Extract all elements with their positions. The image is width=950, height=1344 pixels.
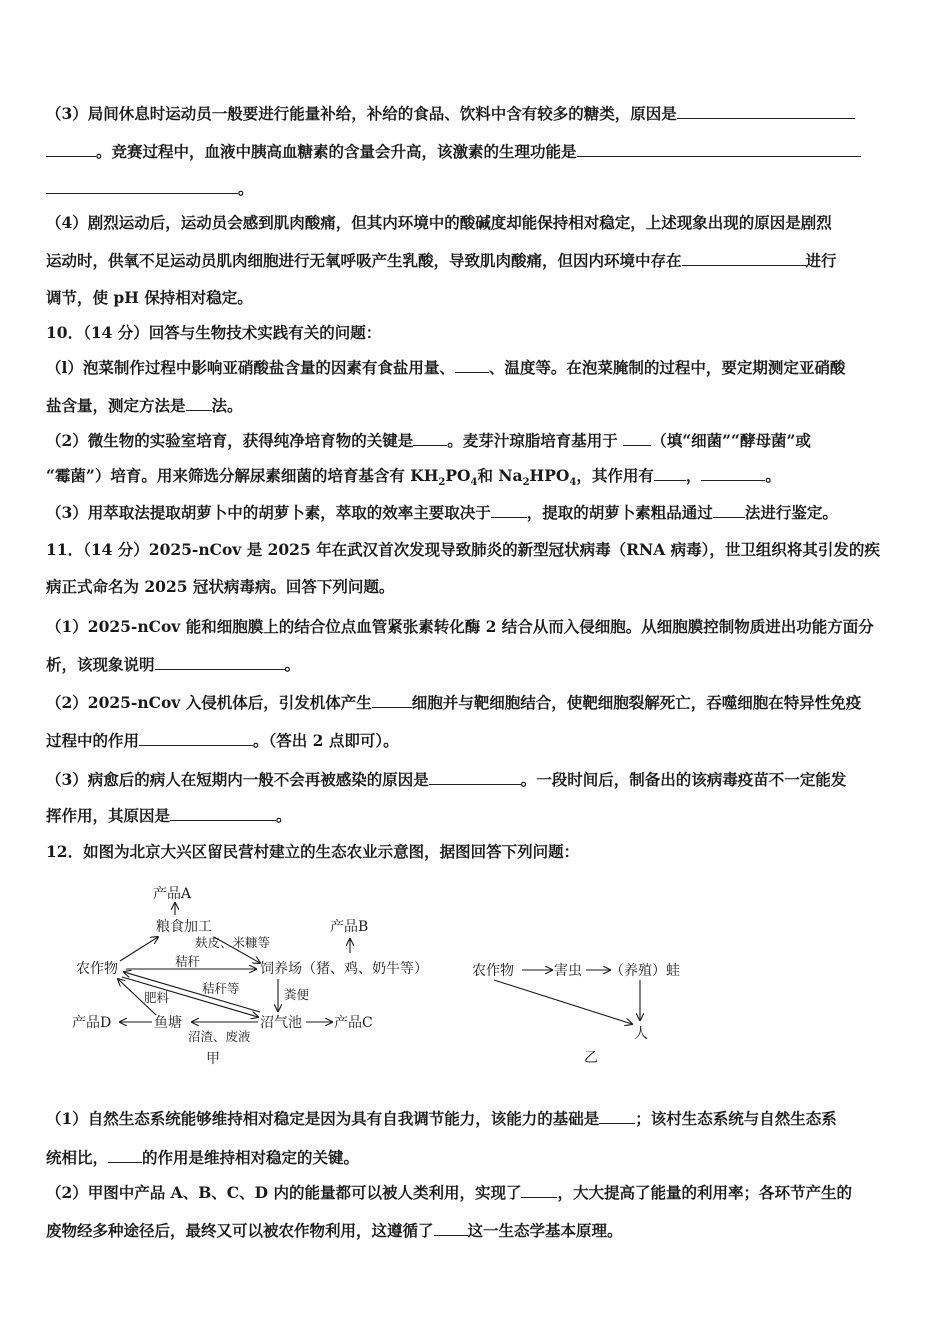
label-manure: 粪便 <box>284 987 310 1002</box>
label-grain-processing: 粮食加工 <box>156 919 212 935</box>
answer-blank <box>108 1148 142 1163</box>
q10-part3: （3）用萃取法提取胡萝卜中的胡萝卜素，萃取的效率主要取决于 ，提取的胡萝卜素粗品通过 法进行鉴定。 <box>46 503 838 522</box>
q9-part4-line1: （4）剧烈运动后，运动员会感到肌肉酸痛，但其内环境中的酸碱度却能保持相对稳定，上述现象出现的原因是剧烈 <box>46 213 832 232</box>
q11-part2-line1: （2）2025-nCov 入侵机体后，引发机体产生 细胞并与靶细胞结合，使靶细胞裂解死亡，吞噬细胞在特异性免疫 <box>46 693 862 712</box>
q10-part2-line2: “霉菌”）培育。用来筛选分解尿素细菌的培育基含有 $KH_2PO_4$和 $Na_2HPO_4$，其作用有 ， 。 <box>46 466 781 489</box>
label-straw-etc: 秸秆等 <box>202 981 240 996</box>
label-bran: 麸皮、米糠等 <box>195 935 271 950</box>
label-product-a: 产品A <box>153 886 192 902</box>
label-biogas-digester: 沼气池 <box>260 1015 302 1031</box>
q9-part4-line2: 运动时，供氧不足运动员肌肉细胞进行无氧呼吸产生乳酸，导致肌肉酸痛，但因内环境中存在 进行 <box>46 251 837 270</box>
answer-blank <box>429 770 521 785</box>
q9-part3-line3: 。 <box>46 179 254 199</box>
answer-blank <box>682 251 806 266</box>
q10-part1-line1: （l）泡菜制作过程中影响亚硝酸盐含量的因素有食盐用量、 、温度等。在泡菜腌制的过程中，要定期测定亚硝酸 <box>46 358 846 377</box>
q11-part3-line2: 挥作用，其原因是 。 <box>46 806 292 825</box>
q11-part3-line1: （3）病愈后的病人在短期内一般不会再被感染的原因是 。一段时间后，制备出的该病毒疫苗不一定能发 <box>46 770 847 789</box>
q11-part2-line2: 过程中的作用 。（答出 2 点即可）。 <box>46 731 399 750</box>
arrow-crops-to-grain <box>120 937 158 961</box>
caption-yi: 乙 <box>584 1050 598 1066</box>
q11-stem-line1: 11．（14 分）2025-nCov 是 2025 年在武汉首次发现导致肺炎的新型冠状病毒（RNA 病毒），世卫组织将其引发的疾 <box>46 540 880 559</box>
answer-blank <box>713 503 745 518</box>
q10-part1-line2: 盐含量，测定方法是 法。 <box>46 396 243 415</box>
answer-blank <box>599 1109 635 1124</box>
q12-stem: 12．如图为北京大兴区留民营村建立的生态农业示意图，据图回答下列问题： <box>46 842 580 861</box>
q9-part3-line2: 。竞赛过程中，血液中胰高血糖素的含量会升高，该激素的生理功能是 <box>46 142 861 162</box>
answer-blank <box>155 655 285 670</box>
label-frog: （养殖）蛙 <box>610 963 680 979</box>
q9-part4-line3: 调节，使 pH 保持相对稳定。 <box>46 288 253 307</box>
label-fertilizer: 肥料 <box>144 990 170 1005</box>
answer-blank <box>434 1221 468 1236</box>
ecological-agriculture-diagram-jia <box>60 875 460 1075</box>
answer-blank <box>186 396 212 411</box>
q12-part2-line1: （2）甲图中产品 A、B、C、D 内的能量都可以被人类利用，实现了 ，大大提高了能量的利用率；各环节产生的 <box>46 1183 852 1202</box>
q11-stem-line2: 病正式命名为 2025 冠状病毒病。回答下列问题。 <box>46 577 395 596</box>
q11-part1-line1: （1）2025-nCov 能和细胞膜上的结合位点血管紧张素转化酶 2 结合从而入侵细胞。从细胞膜控制物质进出功能方面分 <box>46 617 874 636</box>
answer-blank <box>46 179 238 194</box>
label-product-d: 产品D <box>72 1015 112 1031</box>
food-chain-diagram-yi <box>466 950 706 1075</box>
label-fishpond: 鱼塘 <box>154 1015 182 1031</box>
answer-blank <box>491 503 527 518</box>
answer-blank <box>701 466 765 481</box>
q9-part3-line1: （3）局间休息时运动员一般要进行能量补给，补给的食品、饮料中含有较多的糖类，原因是 <box>46 104 855 124</box>
arrow-crops-to-human <box>494 980 632 1024</box>
label-feeding-farm: 饲养场（猪、鸡、奶牛等） <box>260 961 428 977</box>
q11-part1-line2: 析，该现象说明 。 <box>46 655 301 674</box>
answer-blank <box>654 466 686 481</box>
answer-blank <box>139 731 253 746</box>
label-product-c: 产品C <box>334 1015 373 1031</box>
label-pest: 害虫 <box>554 963 582 979</box>
answer-blank <box>677 104 855 119</box>
q10-part2-line1: （2）微生物的实验室培育，获得纯净培育物的关键是 。麦芽汁琼脂培育基用于 （填“细菌”“酵母菌”或 <box>46 431 811 450</box>
q12-part2-line2: 废物经多种途径后，最终又可以被农作物利用，这遵循了 这一生态学基本原理。 <box>46 1221 623 1240</box>
answer-blank <box>170 806 276 821</box>
answer-blank <box>46 142 96 157</box>
label-crops-yi: 农作物 <box>472 963 514 979</box>
answer-blank <box>372 693 412 708</box>
answer-blank <box>577 142 861 157</box>
q12-part1-line1: （1）自然生态系统能够维持相对稳定是因为具有自我调节能力，该能力的基础是 ；该村生态系统与自然生态系 <box>46 1109 837 1128</box>
answer-blank <box>623 431 651 446</box>
q10-stem: 10．（14 分）回答与生物技术实践有关的问题： <box>46 323 382 342</box>
label-residue: 沼渣、废液 <box>188 1029 251 1044</box>
answer-blank <box>413 431 447 446</box>
label-crops: 农作物 <box>76 961 118 977</box>
label-human: 人 <box>634 1026 648 1042</box>
answer-blank <box>521 1183 557 1198</box>
label-product-b: 产品B <box>330 919 369 935</box>
caption-jia: 甲 <box>206 1051 220 1067</box>
answer-blank <box>455 358 489 373</box>
label-straw: 秸秆 <box>175 954 201 969</box>
q12-part1-line2: 统相比， 的作用是维持相对稳定的关键。 <box>46 1148 360 1167</box>
